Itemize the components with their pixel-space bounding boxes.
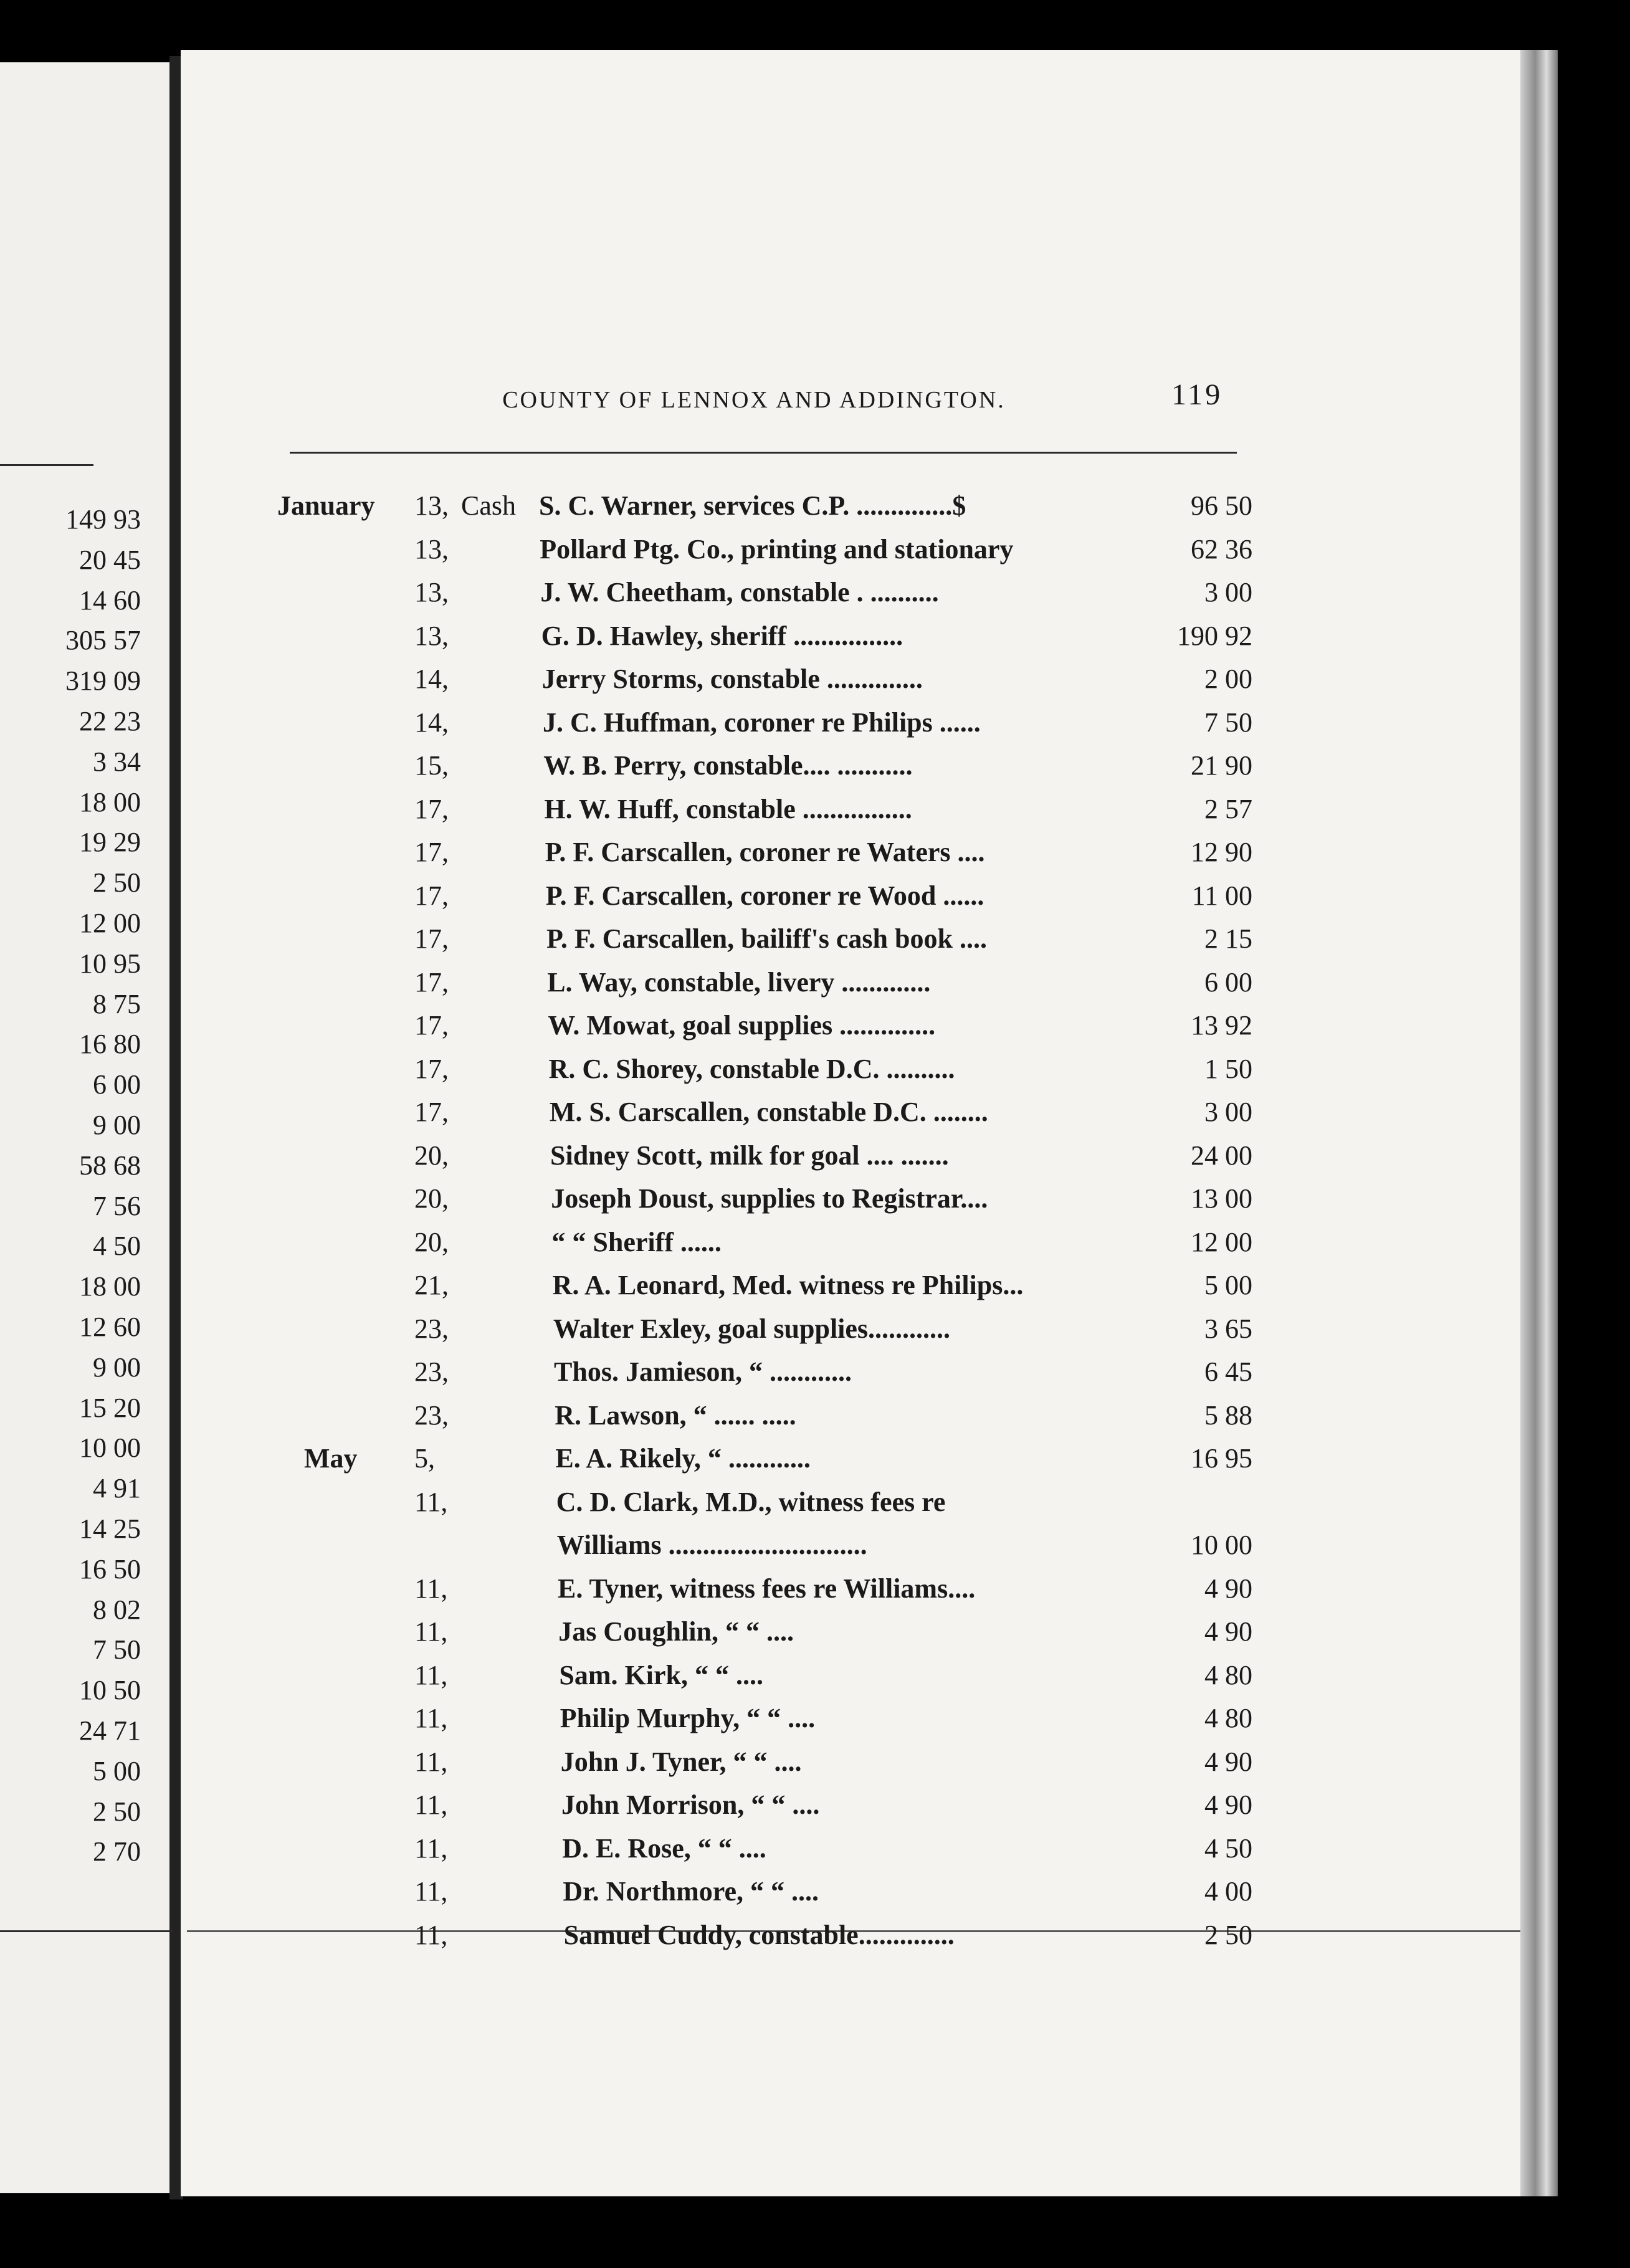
left-amount: 7 56 <box>93 1191 141 1221</box>
left-amount: 5 00 <box>93 1756 141 1786</box>
entry-day: 13, <box>414 621 449 651</box>
left-amount: 7 50 <box>93 1634 141 1665</box>
entry-day: 17, <box>414 1010 449 1041</box>
entry-amount: 3 65 <box>1204 1313 1252 1344</box>
entry-description: John Morrison, “ “ .... <box>561 1789 820 1820</box>
entry-day: 15, <box>414 750 449 781</box>
left-amount: 12 00 <box>79 908 141 938</box>
entry-day: 23, <box>414 1313 449 1344</box>
entry-amount: 12 00 <box>1191 1227 1252 1257</box>
entry-description: Dr. Northmore, “ “ .... <box>563 1876 819 1907</box>
entry-description: Samuel Cuddy, constable.............. <box>563 1920 955 1950</box>
left-amount: 20 45 <box>79 545 141 575</box>
entry-day: 11, <box>414 1789 448 1820</box>
entry-amount: 2 00 <box>1204 664 1252 694</box>
left-amount: 3 34 <box>93 746 141 777</box>
entry-amount: 6 00 <box>1204 967 1252 998</box>
entry-day: 11, <box>414 1573 448 1604</box>
entry-description: E. Tyner, witness fees re Williams.... <box>558 1573 976 1604</box>
entry-amount: 1 50 <box>1204 1054 1252 1084</box>
entry-day: 17, <box>414 794 449 824</box>
entry-day: 11, <box>414 1920 448 1950</box>
left-amount: 10 50 <box>79 1675 141 1705</box>
left-amount: 6 00 <box>93 1069 141 1100</box>
entry-description: P. F. Carscallen, coroner re Waters .... <box>545 837 985 867</box>
entry-day: 14, <box>414 664 449 694</box>
entry-amount: 2 50 <box>1204 1920 1252 1950</box>
entry-description: M. S. Carscallen, constable D.C. ........ <box>549 1097 988 1127</box>
entry-amount: 4 90 <box>1204 1789 1252 1820</box>
entry-description: J. C. Huffman, coroner re Philips ...... <box>543 707 981 738</box>
left-page-fragment <box>0 62 173 2193</box>
left-amount: 12 60 <box>79 1312 141 1342</box>
entry-day: 11, <box>414 1616 448 1647</box>
page-title: COUNTY OF LENNOX AND ADDINGTON. <box>502 387 1006 413</box>
entry-description: J. W. Cheetham, constable . .......... <box>540 577 939 608</box>
left-amount: 19 29 <box>79 827 141 857</box>
entry-amount: 13 92 <box>1191 1010 1252 1041</box>
left-amount: 9 00 <box>93 1352 141 1383</box>
entry-day: 11, <box>414 1660 448 1690</box>
entry-amount: 24 00 <box>1191 1140 1252 1171</box>
left-amount: 2 50 <box>93 1796 141 1827</box>
entry-amount: 12 90 <box>1191 837 1252 867</box>
entry-day: 23, <box>414 1400 449 1431</box>
entry-description: W. B. Perry, constable.... ........... <box>543 750 913 781</box>
left-amount: 8 75 <box>93 989 141 1019</box>
entry-description: H. W. Huff, constable ................ <box>544 794 912 824</box>
entry-amount: 7 50 <box>1204 707 1252 738</box>
entry-amount: 190 92 <box>1177 621 1252 651</box>
entry-description: L. Way, constable, livery ............. <box>547 967 931 998</box>
left-amount: 10 00 <box>79 1432 141 1463</box>
left-amount: 2 50 <box>93 867 141 898</box>
left-amount: 10 95 <box>79 948 141 979</box>
entry-amount: 16 95 <box>1191 1443 1252 1474</box>
entry-description: W. Mowat, goal supplies .............. <box>548 1010 936 1041</box>
entry-description: Joseph Doust, supplies to Registrar.... <box>551 1183 988 1214</box>
left-amount: 18 00 <box>79 1271 141 1302</box>
left-amount: 22 23 <box>79 706 141 736</box>
entry-description: S. C. Warner, services C.P. ..............$ <box>539 490 966 521</box>
entry-amount: 6 45 <box>1204 1356 1252 1387</box>
left-amount: 16 80 <box>79 1029 141 1059</box>
entry-amount: 10 00 <box>1191 1530 1252 1560</box>
entry-description: Jas Coughlin, “ “ .... <box>558 1616 794 1647</box>
left-footer-rule <box>0 1930 173 1932</box>
entry-day: 17, <box>414 837 449 867</box>
entry-amount: 13 00 <box>1191 1183 1252 1214</box>
entry-amount: 4 80 <box>1204 1703 1252 1733</box>
entry-description: “ “ Sheriff ...... <box>551 1227 722 1257</box>
entry-month: January <box>277 490 375 521</box>
entry-day: 11, <box>414 1833 448 1864</box>
entry-day: 17, <box>414 967 449 998</box>
entry-day: 13, <box>414 490 449 521</box>
entry-description: R. C. Shorey, constable D.C. .......... <box>548 1054 955 1084</box>
entry-cash-label: Cash <box>461 490 516 521</box>
entry-day: 17, <box>414 1097 449 1127</box>
header-rule <box>290 452 1237 454</box>
left-amount: 24 71 <box>79 1715 141 1746</box>
entry-description: Pollard Ptg. Co., printing and stationary <box>540 534 1014 565</box>
entry-description: Thos. Jamieson, “ ............ <box>554 1356 852 1387</box>
left-amount: 4 50 <box>93 1231 141 1261</box>
entry-day: 11, <box>414 1876 448 1907</box>
entry-description: R. A. Leonard, Med. witness re Philips... <box>552 1270 1024 1300</box>
entry-amount: 4 90 <box>1204 1573 1252 1604</box>
entry-description: Walter Exley, goal supplies............ <box>553 1313 951 1344</box>
left-amount: 305 57 <box>65 625 141 655</box>
left-amount: 14 25 <box>79 1513 141 1544</box>
entry-description: Sidney Scott, milk for goal .... ....... <box>550 1140 949 1171</box>
left-amount: 319 09 <box>65 665 141 696</box>
entry-amount: 2 57 <box>1204 794 1252 824</box>
entry-day: 13, <box>414 534 449 565</box>
entry-day: 20, <box>414 1183 449 1214</box>
left-amount: 58 68 <box>79 1150 141 1181</box>
entry-day: 11, <box>414 1487 448 1517</box>
left-header-rule <box>0 464 93 466</box>
entry-description: P. F. Carscallen, coroner re Wood ...... <box>545 880 984 911</box>
entry-day: 17, <box>414 923 449 954</box>
entry-amount: 4 80 <box>1204 1660 1252 1690</box>
entry-description: D. E. Rose, “ “ .... <box>562 1833 766 1864</box>
entry-amount: 4 50 <box>1204 1833 1252 1864</box>
entry-description: Philip Murphy, “ “ .... <box>560 1703 816 1733</box>
left-amount: 8 02 <box>93 1594 141 1625</box>
entry-amount: 4 90 <box>1204 1616 1252 1647</box>
entry-amount: 96 50 <box>1191 490 1252 521</box>
entry-day: 20, <box>414 1140 449 1171</box>
entry-description: Sam. Kirk, “ “ .... <box>559 1660 763 1690</box>
entry-amount: 5 00 <box>1204 1270 1252 1300</box>
entry-month: May <box>304 1443 358 1474</box>
left-amount: 4 91 <box>93 1473 141 1503</box>
entry-description: G. D. Hawley, sheriff ................ <box>541 621 903 651</box>
entry-day: 5, <box>414 1443 435 1474</box>
left-amount: 16 50 <box>79 1554 141 1584</box>
page-edges <box>1520 50 1558 2196</box>
entry-amount: 62 36 <box>1191 534 1252 565</box>
entry-day: 13, <box>414 577 449 608</box>
entry-description: Williams ............................. <box>556 1530 867 1560</box>
entry-amount: 11 00 <box>1191 880 1252 911</box>
entry-description: Jerry Storms, constable .............. <box>541 664 923 694</box>
entry-day: 11, <box>414 1746 448 1777</box>
entry-day: 14, <box>414 707 449 738</box>
left-amount: 14 60 <box>79 585 141 616</box>
entry-day: 11, <box>414 1703 448 1733</box>
entry-day: 20, <box>414 1227 449 1257</box>
entry-amount: 3 00 <box>1204 1097 1252 1127</box>
entry-description: C. D. Clark, M.D., witness fees re <box>556 1487 946 1517</box>
entry-amount: 4 00 <box>1204 1876 1252 1907</box>
entry-day: 17, <box>414 1054 449 1084</box>
entry-amount: 21 90 <box>1191 750 1252 781</box>
entry-amount: 4 90 <box>1204 1746 1252 1777</box>
entry-description: R. Lawson, “ ...... ..... <box>555 1400 796 1431</box>
page-number: 119 <box>1171 378 1223 411</box>
left-amount: 2 70 <box>93 1836 141 1867</box>
left-amount: 149 93 <box>65 504 141 535</box>
entry-amount: 5 88 <box>1204 1400 1252 1431</box>
entry-day: 23, <box>414 1356 449 1387</box>
entry-amount: 3 00 <box>1204 577 1252 608</box>
entry-description: John J. Tyner, “ “ .... <box>560 1746 802 1777</box>
entry-description: P. F. Carscallen, bailiff's cash book .... <box>546 923 987 954</box>
entry-day: 17, <box>414 880 449 911</box>
left-amount: 9 00 <box>93 1110 141 1140</box>
entry-description: E. A. Rikely, “ ............ <box>555 1443 811 1474</box>
entry-amount: 2 15 <box>1204 923 1252 954</box>
left-amount: 15 20 <box>79 1393 141 1423</box>
left-amount: 18 00 <box>79 787 141 817</box>
entry-day: 21, <box>414 1270 449 1300</box>
